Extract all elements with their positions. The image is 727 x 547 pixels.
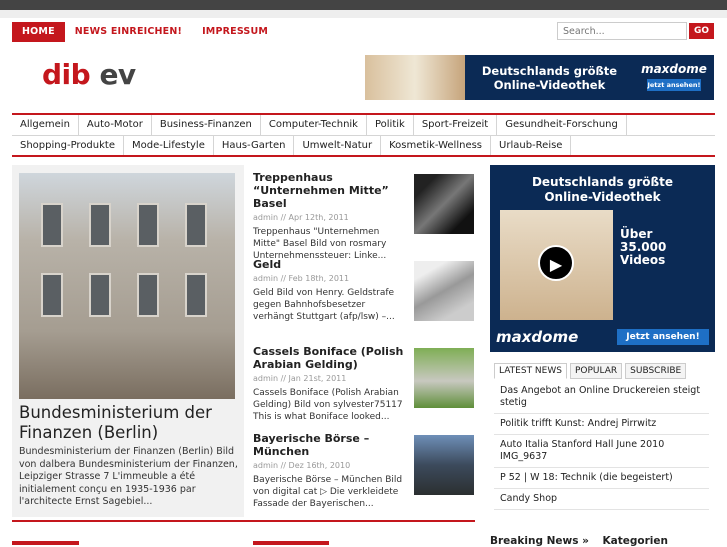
cat-kosmetik-wellness[interactable]: Kosmetik-Wellness xyxy=(381,136,491,155)
sidebar-banner-brand: maxdome xyxy=(496,328,579,346)
banner-brand xyxy=(634,55,714,100)
count-line3: Videos xyxy=(620,253,666,267)
top-light-bar xyxy=(0,10,727,18)
post-thumbnail[interactable] xyxy=(414,348,474,408)
list-item xyxy=(253,432,475,519)
featured-post xyxy=(12,165,244,517)
cat-shopping-produkte[interactable]: Shopping-Produkte xyxy=(12,136,124,155)
search-go-button[interactable]: GO xyxy=(689,23,714,39)
post-title[interactable]: Bayerische Börse – München xyxy=(253,432,370,458)
category-row-2 xyxy=(12,136,715,157)
post-title[interactable]: Geld xyxy=(253,258,282,271)
category-row-1 xyxy=(12,115,715,136)
post-excerpt: Geld Bild von Henry. Geldstrafe gegen Bahnhofsbesetzer verhängt Stuttgart (afp/lsw) –... xyxy=(253,288,395,322)
featured-image[interactable] xyxy=(19,173,235,399)
window-shape xyxy=(41,203,63,247)
list-item xyxy=(253,171,475,261)
header-ad-banner[interactable] xyxy=(365,55,714,100)
post-title[interactable]: Treppenhaus “Unternehmen Mitte” Basel xyxy=(253,171,389,210)
count-line2: 35.000 xyxy=(620,240,667,254)
breaking-news-heading: Breaking News » xyxy=(490,535,589,547)
post-thumbnail[interactable] xyxy=(414,174,474,234)
banner-text xyxy=(465,55,634,100)
cat-mode-lifestyle[interactable]: Mode-Lifestyle xyxy=(124,136,214,155)
post-meta: admin // Apr 12th, 2011 xyxy=(253,213,349,222)
top-navigation xyxy=(12,22,278,42)
latest-news-item[interactable]: Das Angebot an Online Druckereien steigt stetig xyxy=(494,381,709,414)
section-divider xyxy=(12,520,475,522)
sidebar xyxy=(490,165,715,352)
post-meta: admin // Dez 16th, 2010 xyxy=(253,461,351,470)
banner-brand-label: maxdome xyxy=(641,62,707,76)
logo-part1: dib xyxy=(42,58,91,91)
post-meta: admin // Jan 21st, 2011 xyxy=(253,374,347,383)
banner-text-line2: Online-Videothek xyxy=(493,78,606,92)
post-excerpt: Bayerische Börse – München Bild von digital cat ▷ Die verkleidete Fassade der Bayerischen... xyxy=(253,475,403,509)
post-thumbnail[interactable] xyxy=(414,261,474,321)
post-excerpt: Cassels Boniface (Polish Arabian Gelding) Bild von sylvester75117 This is what Boniface looked... xyxy=(253,388,403,422)
tab-subscribe[interactable]: SUBSCRIBE xyxy=(625,363,686,379)
sidebar-banner-text xyxy=(490,175,715,205)
sidebar-banner-cta[interactable]: Jetzt ansehen! xyxy=(617,329,709,345)
cat-computer-technik[interactable]: Computer-Technik xyxy=(261,115,367,135)
window-shape xyxy=(137,203,159,247)
latest-news-item[interactable]: Candy Shop xyxy=(494,489,709,510)
count-line1: Über xyxy=(620,227,653,241)
logo-part2: ev xyxy=(99,58,136,91)
cat-auto-motor[interactable]: Auto-Motor xyxy=(79,115,152,135)
sidebar-banner-line2: Online-Videothek xyxy=(544,190,661,204)
latest-news-item[interactable]: Politik trifft Kunst: Andrej Pirrwitz xyxy=(494,414,709,435)
nav-impressum[interactable]: IMPRESSUM xyxy=(202,26,269,37)
play-icon[interactable]: ▶ xyxy=(538,245,574,281)
banner-cta[interactable]: Jetzt ansehen! xyxy=(647,81,701,89)
latest-news-list xyxy=(494,381,709,510)
window-shape xyxy=(89,203,111,247)
sidebar-tabs xyxy=(494,363,689,379)
cat-gesundheit-forschung[interactable]: Gesundheit-Forschung xyxy=(497,115,627,135)
sidebar-section-headings xyxy=(490,535,715,547)
list-item xyxy=(253,258,475,345)
top-dark-bar xyxy=(0,0,727,10)
cat-haus-garten[interactable]: Haus-Garten xyxy=(214,136,295,155)
latest-news-item[interactable]: Auto Italia Stanford Hall June 2010 IMG_9637 xyxy=(494,435,709,468)
cat-allgemein[interactable]: Allgemein xyxy=(12,115,79,135)
kategorien-heading: Kategorien xyxy=(602,535,668,547)
cat-politik[interactable]: Politik xyxy=(367,115,414,135)
window-shape xyxy=(137,273,159,317)
window-shape xyxy=(41,273,63,317)
section-tab-marker xyxy=(12,541,79,545)
sidebar-banner-count xyxy=(620,228,666,267)
featured-excerpt: Bundesministerium der Finanzen (Berlin) Bild von dalbera Bundesministerium der Finanzen, Leipziger Strasse 7 L'immeuble a été initialement conçu en 1935-1936 par l'architecte Ernst Sagebiel... xyxy=(19,446,238,507)
sidebar-ad-banner[interactable] xyxy=(490,165,715,352)
site-logo[interactable] xyxy=(42,58,136,91)
featured-title[interactable]: Bundesministerium der Finanzen (Berlin) xyxy=(19,403,212,442)
cat-sport-freizeit[interactable]: Sport-Freizeit xyxy=(414,115,497,135)
banner-photo xyxy=(365,55,465,100)
post-list xyxy=(253,171,475,519)
search-input[interactable] xyxy=(557,22,687,40)
category-menu xyxy=(12,113,715,157)
sidebar-banner-line1: Deutschlands größte xyxy=(531,175,674,189)
cat-umwelt-natur[interactable]: Umwelt-Natur xyxy=(294,136,381,155)
post-meta: admin // Feb 18th, 2011 xyxy=(253,274,350,283)
cat-business-finanzen[interactable]: Business-Finanzen xyxy=(152,115,261,135)
cat-urlaub-reise[interactable]: Urlaub-Reise xyxy=(491,136,571,155)
post-excerpt: Treppenhaus "Unternehmen Mitte" Basel Bild von rosmary Unternehmenssteuer: Linke... xyxy=(253,227,387,261)
tab-popular[interactable]: POPULAR xyxy=(570,363,622,379)
list-item xyxy=(253,345,475,432)
window-shape xyxy=(185,203,207,247)
banner-text-line1: Deutschlands größte xyxy=(481,64,618,78)
nav-home[interactable]: HOME xyxy=(12,22,65,42)
window-shape xyxy=(89,273,111,317)
section-tab-marker xyxy=(253,541,329,545)
post-thumbnail[interactable] xyxy=(414,435,474,495)
window-shape xyxy=(185,273,207,317)
nav-news-einreichen[interactable]: NEWS EINREICHEN! xyxy=(74,26,183,37)
tab-latest-news[interactable]: LATEST NEWS xyxy=(494,363,567,379)
post-title[interactable]: Cassels Boniface (Polish Arabian Gelding) xyxy=(253,345,404,371)
latest-news-item[interactable]: P 52 | W 18: Technik (die begeistert) xyxy=(494,468,709,489)
